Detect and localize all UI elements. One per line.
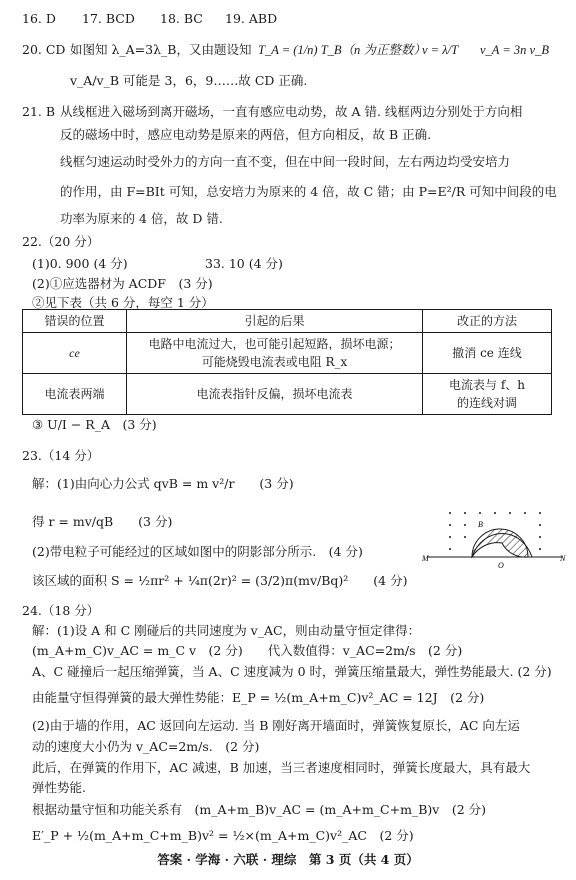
q24-line: 此后，在弹簧的作用下，AC 减速，B 加速，当三者速度相同时，弹簧长度最大，具有最大 bbox=[32, 760, 531, 775]
label-n: N bbox=[560, 554, 566, 563]
q20-period-relation: T_A = (1/n) T_B（n 为正整数） bbox=[258, 43, 426, 57]
q24-line: 弹性势能. bbox=[32, 780, 86, 795]
table-header-row bbox=[23, 310, 552, 333]
q24-line: (2)由于墙的作用，AC 返回向左运动. 当 B 刚好离开墙面时，弹簧恢复原长，AC 向左运 bbox=[32, 718, 520, 733]
q24-line: E′_P + ½(m_A+m_C+m_B)v² = ½×(m_A+m_C)v²_AC (2 分) bbox=[32, 828, 414, 843]
q24-line: (m_A+m_C)v_AC = m_C v (2 分) 代入数值得：v_AC=2m/s (2 分) bbox=[32, 643, 463, 658]
q20-line2: v_A/v_B 可能是 3，6，9……故 CD 正确. bbox=[70, 73, 308, 88]
q22-part3: ③ U/I − R_A (3 分) bbox=[32, 417, 157, 432]
q21-label: 21. B bbox=[22, 104, 56, 119]
fix-line: 的连线对调 bbox=[456, 396, 517, 410]
q22-part1b: 33. 10 (4 分) bbox=[205, 256, 283, 271]
answer-16: 16. D bbox=[22, 11, 56, 26]
q24-line: A、C 碰撞后一起压缩弹簧，当 A、C 速度减为 0 时，弹簧压缩量最大，弹性势能最大. (2 分) bbox=[32, 664, 552, 679]
q22-part2-table-note: ②见下表（共 6 分，每空 1 分） bbox=[32, 295, 214, 310]
q20-label: 20. CD bbox=[22, 42, 66, 57]
cell-fix bbox=[423, 374, 552, 415]
answer-17: 17. BCD bbox=[82, 11, 135, 26]
q20-va-formula: v_A = 3n v_B bbox=[480, 43, 549, 57]
answer-19: 19. ABD bbox=[225, 11, 278, 26]
q22-label: 22.（20 分） bbox=[22, 234, 100, 249]
q23-line: (2)带电粒子可能经过的区域如图中的阴影部分所示. (4 分) bbox=[32, 544, 363, 559]
q22-part1a: (1)0. 900 (4 分) bbox=[32, 256, 128, 271]
q21-line: 的作用，由 F=BIt 可知，总安培力为原来的 4 倍，故 C 错；由 P=E²/R 可知中间段的电 bbox=[60, 184, 557, 199]
col-header-fix: 改正的方法 bbox=[423, 310, 552, 333]
cell-fix: 撤消 ce 连线 bbox=[423, 333, 552, 374]
cell-effect: 电流表指针反偏，损坏电流表 bbox=[127, 374, 423, 415]
label-m: M bbox=[422, 554, 429, 563]
effect-line: 电路中电流过大，也可能引起短路，损坏电源； bbox=[148, 337, 401, 351]
q21-line: 功率为原来的 4 倍，故 D 错. bbox=[60, 211, 223, 226]
q23-line: 解：(1)由向心力公式 qvB = m v²/r (3 分) bbox=[32, 476, 294, 491]
q21-line: 反的磁场中时，感应电动势是原来的两倍，但方向相反，故 B 正确. bbox=[60, 127, 432, 142]
q21-line: 线框匀速运动时受外力的方向一直不变，但在中间一段时间，左右两边均受安培力 bbox=[60, 154, 511, 169]
col-header-effect: 引起的后果 bbox=[127, 310, 423, 333]
magnetic-field-region-figure bbox=[420, 505, 570, 571]
q22-part2: (2)①应选器材为 ACDF (3 分) bbox=[32, 276, 213, 291]
cell-position: ce bbox=[23, 333, 127, 374]
cell-position: 电流表两端 bbox=[23, 374, 127, 415]
q20-velocity-formula: v = λ/T bbox=[422, 43, 459, 57]
error-correction-table bbox=[22, 309, 552, 415]
page-footer: 答案 · 学海 · 六联 · 理综 第 3 页（共 4 页） bbox=[157, 852, 419, 867]
q24-line: 根据动量守恒和功能关系有 (m_A+m_B)v_AC = (m_A+m_C+m_B)v (2 分) bbox=[32, 802, 486, 817]
q21-line: 从线框进入磁场到离开磁场，一直有感应电动势，故 A 错. 线框两边分别处于方向相 bbox=[60, 104, 523, 119]
q24-line: 解：(1)设 A 和 C 刚碰后的共同速度为 v_AC，则由动量守恒定律得： bbox=[32, 623, 421, 638]
col-header-position: 错误的位置 bbox=[23, 310, 127, 333]
fix-line: 电流表与 f、h bbox=[449, 378, 525, 392]
label-b: B bbox=[478, 520, 483, 529]
effect-line: 可能烧毁电流表或电阻 R_x bbox=[201, 355, 348, 369]
cell-effect bbox=[127, 333, 423, 374]
q20-line1-text: 如图知 λ_A=3λ_B，又由题设知 bbox=[70, 42, 252, 57]
table-row bbox=[23, 333, 552, 374]
answer-18: 18. BC bbox=[160, 11, 203, 26]
q24-label: 24.（18 分） bbox=[22, 603, 100, 618]
table-row bbox=[23, 374, 552, 415]
q23-line: 得 r = mv/qB (3 分) bbox=[32, 514, 173, 529]
q23-label: 23.（14 分） bbox=[22, 448, 100, 463]
q24-line: 动的速度大小仍为 v_AC=2m/s. (2 分) bbox=[32, 739, 260, 754]
label-o: O bbox=[498, 561, 504, 570]
q23-line: 该区域的面积 S = ½πr² + ¼π(2r)² = (3/2)π(mv/Bq)² (4 分) bbox=[32, 573, 408, 588]
q24-line: 由能量守恒得弹簧的最大弹性势能：E_P = ½(m_A+m_C)v²_AC = 12J (2 分) bbox=[32, 690, 485, 705]
